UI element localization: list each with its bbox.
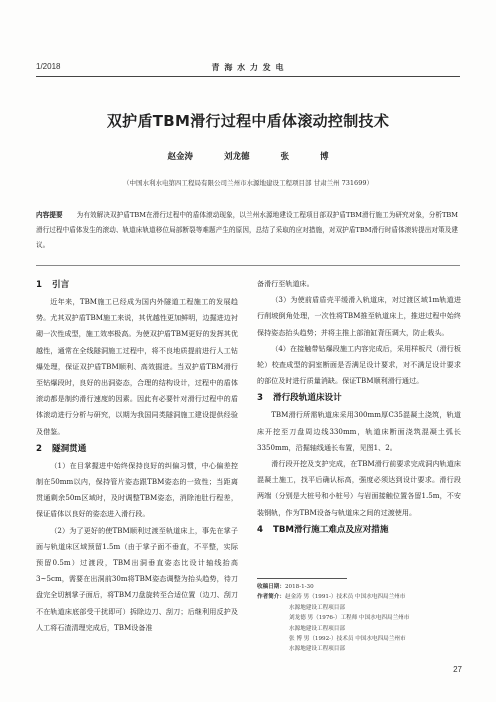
- journal-name: 青 海 水 力 发 电: [211, 62, 285, 72]
- author-intro-line: 水源地建设工程项目部: [289, 646, 345, 653]
- abstract: [36, 208, 458, 253]
- author-intro: 作者简介： 赵金涛 男（1991-）技术员 中国水电四局兰州市: [257, 594, 406, 601]
- right-column: [257, 276, 461, 539]
- issue-number: 1/2018: [36, 62, 61, 71]
- abstract-label: 内容提要: [36, 211, 63, 219]
- author-intro-line: 张 博 男（1992-）技术员 中国水电四局兰州市: [289, 636, 406, 643]
- header-rule: [36, 76, 460, 77]
- paragraph: 滑行段开挖及支护完成，在TBM滑行前要求完成洞内轨道床混凝土施工，找平后确认标高，强度必须达到设计要求。滑行段两端（分别是大桩号和小桩号）与岩面接触位置各留1.5m，不安装钢轨，作为TBM设备与轨道床之间的过渡使用。: [257, 459, 461, 517]
- paragraph: （2）为了更好的使TBM顺利过渡至轨道床上，事先在掌子面与轨道床区域预留1.5m（由于掌子面不垂直，不平整，实际预留0.5m）过渡段，TBM出洞垂直姿态比设计轴线抬高3~5cm，需要在出洞前30m将TBM姿态调整为抬头趋势，待刀盘完全切割掌子面后，将TBM刀盘旋转至合适位置（边刀、刮刀不在轨道床底部受干扰即可）拆除边刀、刮刀；后继利用反护及人工将石渣清理完成后，TBM设备准: [36, 525, 238, 632]
- author-intro-line: 刘龙德 男（1976-）工程师 中国水电四局兰州市: [289, 615, 410, 622]
- article-title: 双护盾TBM滑行过程中盾体滚动控制技术: [106, 112, 390, 130]
- author-list: [0, 150, 496, 162]
- section-heading: 4 TBM滑行施工难点及应对措施: [257, 524, 389, 535]
- author-affiliation: （中国水利水电第四工程局有限公司兰州市水源地建设工程项目部 甘肃兰州 731699）: [123, 179, 373, 187]
- paragraph: （4）在接触带钻爆段施工内容完成后，采用样板尺（滑行板轮）校查成型的洞室断面是否满足设计要求，对不满足设计要求的部位及时进行质量消缺。保证TBM顺利滑行通过。: [257, 343, 461, 386]
- abstract-text: 为有效解决双护盾TBM在滑行过程中的盾体滚动现象，以兰州水源地建设工程项目部双护盾TBM滑行施工为研究对象，分析TBM滑行过程中盾体发生的滚动、轨道床轨道移位局部断裂等难题产生的原因，总结了采取的应对措施，对双护盾TBM滑行时盾体滚转提出对策及建议。: [36, 211, 459, 249]
- paragraph: 近年来，TBM施工已经成为国内外隧道工程施工的发展趋势。尤其双护盾TBM施工来说，其优越性更加鲜明，边掘进边衬砌一次性成型，施工效率极高。为使双护盾TBM更好的发挥其优越性，通常在全线隧洞施工过程中，将不良地质提前进行人工钻爆处理，保证双护盾TBM顺利、高效掘进。当双护盾TBM滑行至钻爆段时，良好的出洞姿态，合理的结构设计，过程中的盾体滚动都是制约滑行速度的因素。因此有必要针对滑行过程中的盾体滚动进行分析与研究，以期为我国同类隧洞施工建设提供经验及借鉴。: [36, 297, 238, 436]
- section-heading: 3 滑行段轨道床设计: [257, 393, 342, 404]
- abstract-rule: [36, 265, 460, 266]
- footnote: [257, 582, 463, 655]
- received-date: 收稿日期： 2018-1-30: [257, 584, 314, 590]
- author-intro-line: 水源地建设工程项目部: [289, 625, 345, 632]
- author-intro-line: 水源地建设工程项目部: [289, 604, 345, 611]
- section-heading: 2 隧洞贯通: [36, 443, 87, 454]
- paragraph: （3）为使前盾盾壳平缓滑入轨道床，对过渡区域1m轨道进行削坡倒角处理，一次性将TBM推至轨道床上，推进过程中始终保持姿态抬头趋势；并将主推上部油缸背压调大，防止栽头。: [257, 295, 461, 337]
- paragraph: TBM滑行所需轨道床采用300mm厚C35混凝土浇筑，轨道床开挖至刀盘周边线330mm，轨道床断面浇筑混凝土弧长3350mm，沿掘轴线通长布置，见图1、2。: [257, 410, 461, 452]
- page-number: 27: [453, 665, 462, 674]
- left-column: [36, 276, 238, 636]
- author-name: 赵金涛: [167, 152, 194, 162]
- section-heading: 1 引言: [36, 280, 70, 290]
- author-name: 张 博: [280, 152, 329, 162]
- paragraph: （1）在目掌握进中始终保持良好的纠偏习惯，中心偏差控制在50mm以内，保持管片姿态跟TBM姿态的一致性；当距离贯通剩余50m区域时，及时调整TBM姿态，消除池肚行程差，保证盾体以良好的姿态进入滑行段。: [36, 460, 238, 519]
- paragraph: 备滑行至轨道床。: [257, 279, 314, 288]
- footnote-rule: [257, 578, 347, 579]
- author-name: 刘龙德: [224, 152, 250, 162]
